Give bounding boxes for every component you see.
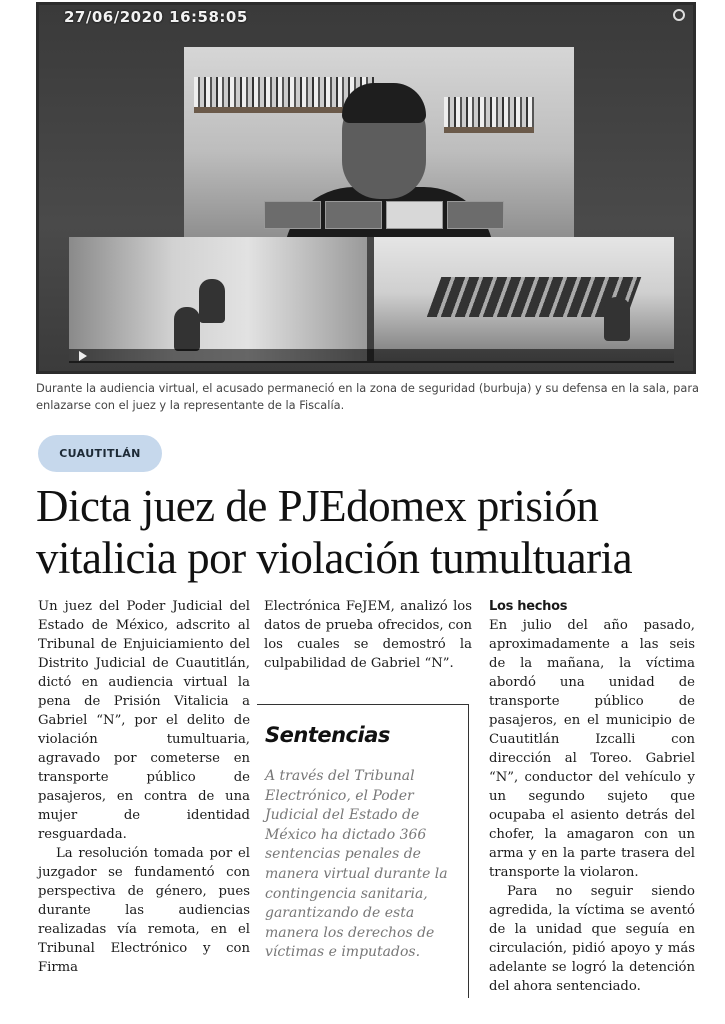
participant-thumbnail [447, 201, 504, 229]
person-figure [604, 297, 630, 341]
paragraph: Para no seguir siendo agredida, la víctima se aventó de la unidad que seguía en circulación, pidió apoyo y más adelante se logró la detención del ahora sentenciado. [489, 884, 695, 994]
person-figure [199, 279, 225, 323]
video-player-bar [69, 349, 674, 363]
video-conference-screen [39, 5, 693, 371]
bookshelf [444, 127, 534, 133]
article-column-2 [264, 597, 472, 673]
subheading: Los hechos [489, 599, 568, 614]
article-column-3 [489, 597, 695, 996]
sidebar-box [257, 704, 469, 998]
section-tag: CUAUTITLÁN [38, 435, 162, 472]
security-zone-feed [69, 237, 367, 361]
participant-thumbnail [325, 201, 382, 229]
sidebar-text: A través del Tribunal Electrónico, el Poder Judicial del Estado de México ha dictado 366 sentencias penales de manera virtual durante la contingencia sanitaria, garantizando de esta manera los derechos de víctimas e imputados. [265, 768, 448, 961]
participant-thumbnails [264, 201, 504, 229]
play-icon [79, 351, 87, 361]
books [444, 97, 534, 127]
courtroom-feed [374, 237, 674, 361]
paragraph: Electrónica FeJEM, analizó los datos de prueba ofrecidos, con los cuales se demostró la culpabilidad de Gabriel “N”. [264, 599, 472, 671]
judge-hair [342, 83, 426, 123]
person-figure [174, 307, 200, 351]
settings-icon [673, 9, 685, 21]
paragraph: Un juez del Poder Judicial del Estado de México, adscrito al Tribunal de Enjuiciamiento del Distrito Judicial de Cuautitlán, dictó en audiencia virtual la pena de Prisión Vitalicia a Gabriel “N”, por el delito de violación tumultuaria, agravado por cometerse en transporte público de pasajeros, en contra de una mujer de identidad resguardada. [38, 599, 250, 842]
paragraph: En julio del año pasado, aproximadamente a las seis de la mañana, la víctima abordó una unidad de transporte público de pasajeros, en el municipio de Cuautitlán Izcalli con dirección al Toreo. Gabriel “N”, conductor del vehículo y un segundo sujeto que ocupaba el asiento detrás del chofer, la amagaron con un arma y en la parte trasera del transporte la violaron. [489, 618, 695, 880]
participant-thumbnail [386, 201, 443, 229]
sidebar-title: Sentencias [265, 723, 390, 747]
article-column-1 [38, 597, 250, 977]
participant-thumbnail [264, 201, 321, 229]
photo-caption: Durante la audiencia virtual, el acusado permaneció en la zona de seguridad (burbuja) y su defensa en la sala, para enlazarse con el juez y la representante de la Fiscalía. [36, 381, 699, 412]
headline: Dicta juez de PJEdomex prisión vitalicia por violación tumultuaria [36, 481, 633, 583]
paragraph: La resolución tomada por el juzgador se fundamentó con perspectiva de género, pues durante las audiencias realizadas vía remota, en el Tribunal Electrónico y con Firma [38, 846, 250, 975]
article-photo [36, 2, 696, 374]
video-timestamp: 27/06/2020 16:58:05 [64, 8, 248, 26]
